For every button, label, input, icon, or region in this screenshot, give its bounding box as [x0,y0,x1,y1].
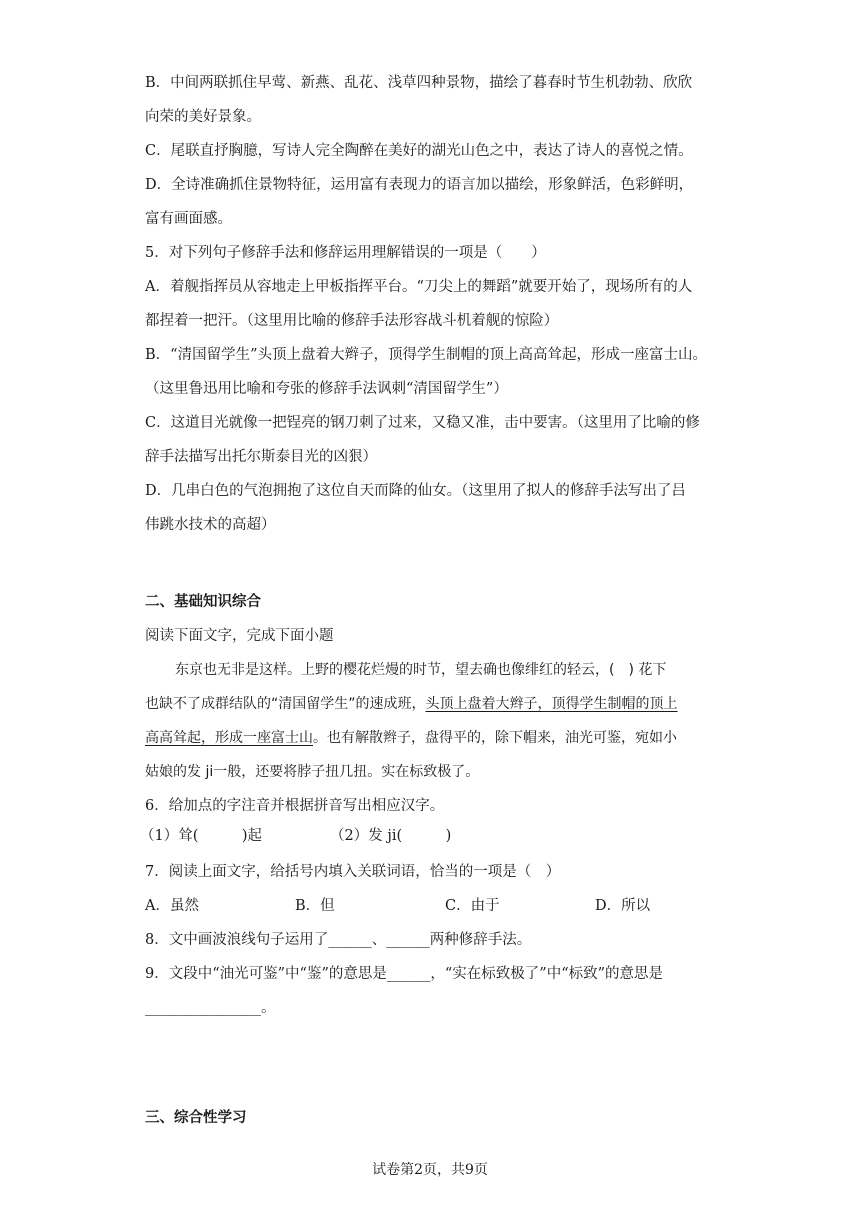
section2-heading: 二、基础知识综合 [145,593,261,610]
q5-option-b-line2: （这里鲁迅用比喻和夸张的修辞手法讽刺“清国留学生”） [145,381,508,397]
q6-blank-2[interactable]: （2）发 ji( ) [330,828,452,844]
wavy-underlined-sentence-part1: 头顶上盘着大辫子，顶得学生制帽的顶上 [425,696,678,712]
passage-line-3 [145,728,677,748]
q9-line-2: ________________。 [145,1000,276,1016]
q9-line-1: 9．文段中“油光可鉴”中“鉴”的意思是______，“实在标致极了”中“标致”的意思是 [145,966,664,982]
passage-line-4: 姑娘的发 ji一般，还要将脖子扭几扭。实在标致极了。 [145,764,480,780]
q4-option-d-line1: D．全诗准确抓住景物特征，运用富有表现力的语言加以描绘，形象鲜活，色彩鲜明， [145,177,694,193]
q7-option-d[interactable]: D．所以 [595,898,651,914]
q5-option-d-line1: D．几串白色的气泡拥抱了这位自天而降的仙女。（这里用了拟人的修辞手法写出了吕 [145,483,686,499]
passage-line-1: 东京也无非是这样。上野的樱花烂熳的时节，望去确也像绯红的轻云，( ) 花下 [175,662,667,678]
q7-stem: 7．阅读上面文字，给括号内填入关联词语，恰当的一项是（ ） [145,864,561,880]
q6-blank-1[interactable]: （1）耸( )起 [140,828,263,844]
passage-line-2-text: 也缺不了成群结队的“清国留学生”的速成班， [145,696,426,712]
q5-option-c-line2: 辞手法描写出托尔斯泰目光的凶狠） [145,449,377,465]
q7-option-c[interactable]: C．由于 [445,898,500,914]
q5-option-a-line1: A．着舰指挥员从容地走上甲板指挥平台。“刀尖上的舞蹈”就要开始了，现场所有的人 [145,279,693,295]
q4-option-b-line2: 向荣的美好景象。 [145,109,261,125]
q7-option-b[interactable]: B．但 [295,898,335,914]
q6-stem: 6．给加点的字注音并根据拼音写出相应汉字。 [145,798,445,814]
section2-intro: 阅读下面文字，完成下面小题 [145,628,334,644]
q5-option-a-line2: 都捏着一把汗。（这里用比喻的修辞手法形容战斗机着舰的惊险） [145,313,559,329]
q8-stem: 8．文中画波浪线句子运用了______、______两种修辞手法。 [145,932,532,948]
q4-option-c: C．尾联直抒胸臆，写诗人完全陶醉在美好的湖光山色之中，表达了诗人的喜悦之情。 [145,143,693,159]
q5-option-d-line2: 伟跳水技术的高超） [145,517,276,533]
q7-option-a[interactable]: A．虽然 [145,898,199,914]
passage-line-2 [145,694,678,714]
q4-option-d-line2: 富有画面感。 [145,211,232,227]
q5-option-c-line1: C．这道目光就像一把锃亮的钢刀刺了过来，又稳又准，击中要害。（这里用了比喻的修 [145,415,700,431]
q5-option-b-line1: B．“清国留学生”头顶上盘着大辫子，顶得学生制帽的顶上高高耸起，形成一座富士山。 [145,347,707,363]
q4-option-b-line1: B．中间两联抓住早莺、新燕、乱花、浅草四种景物，描绘了暮春时节生机勃勃、欣欣 [145,75,693,91]
passage-line-3-text: 。也有解散辫子，盘得平的，除下帽来，油光可鉴，宛如小 [313,730,677,746]
wavy-underlined-sentence-part2: 高高耸起，形成一座富士山 [145,730,313,746]
page-number-footer: 试卷第2页，共9页 [372,1162,488,1178]
q5-stem: 5．对下列句子修辞手法和修辞运用理解错误的一项是（ ） [145,245,546,261]
section3-heading: 三、综合性学习 [145,1109,247,1126]
